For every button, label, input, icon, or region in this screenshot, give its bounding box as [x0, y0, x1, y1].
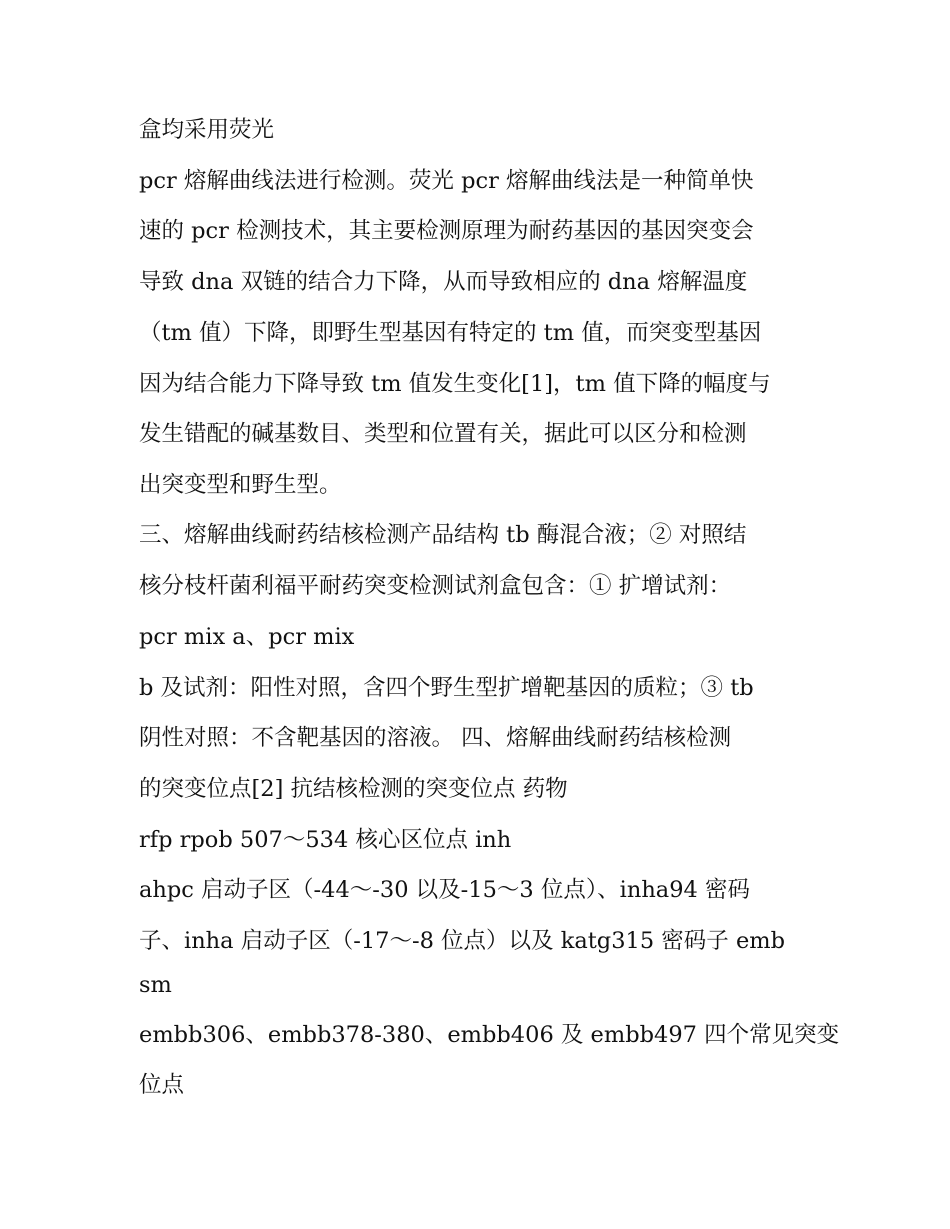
text-line-20: 位点 — [139, 1072, 185, 1098]
text-line-15: rfp rpob 507～534 核心区位点 inh — [139, 827, 512, 853]
text-line-7: 发生错配的碱基数目、类型和位置有关，据此可以区分和检测 — [139, 421, 747, 447]
text-line-14: 的突变位点[2] 抗结核检测的突变位点 药物 — [139, 776, 568, 802]
text-line-10: 核分枝杆菌利福平耐药突变检测试剂盒包含：① 扩增试剂： — [139, 573, 732, 599]
text-line-6: 因为结合能力下降导致 tm 值发生变化[1]，tm 值下降的幅度与 — [139, 371, 771, 397]
text-line-2: pcr 熔解曲线法进行检测。荧光 pcr 熔解曲线法是一种简单快 — [139, 168, 754, 194]
text-line-18: sm — [139, 972, 172, 998]
text-line-13: 阴性对照：不含靶基因的溶液。 四、熔解曲线耐药结核检测 — [139, 725, 732, 751]
text-line-9: 三、熔解曲线耐药结核检测产品结构 tb 酶混合液；② 对照结 — [139, 522, 747, 548]
text-line-17: 子、inha 启动子区（-17～-8 位点）以及 katg315 密码子 emb — [139, 928, 785, 954]
text-line-3: 速的 pcr 检测技术，其主要检测原理为耐药基因的基因突变会 — [139, 218, 754, 244]
text-line-11: pcr mix a、pcr mix — [139, 624, 355, 650]
text-line-4: 导致 dna 双链的结合力下降，从而导致相应的 dna 熔解温度 — [139, 269, 748, 295]
text-line-19: embb306、embb378-380、embb406 及 embb497 四个常见突变 — [139, 1022, 840, 1048]
text-line-5: （tm 值）下降，即野生型基因有特定的 tm 值，而突变型基因 — [139, 320, 762, 346]
text-line-1: 盒均采用荧光 — [139, 117, 275, 143]
text-line-8: 出突变型和野生型。 — [139, 472, 342, 498]
text-line-16: ahpc 启动子区（-44～-30 以及-15～3 位点）、inha94 密码 — [139, 877, 751, 903]
text-line-12: b 及试剂：阳性对照，含四个野生型扩增靶基因的质粒；③ tb — [139, 675, 754, 701]
